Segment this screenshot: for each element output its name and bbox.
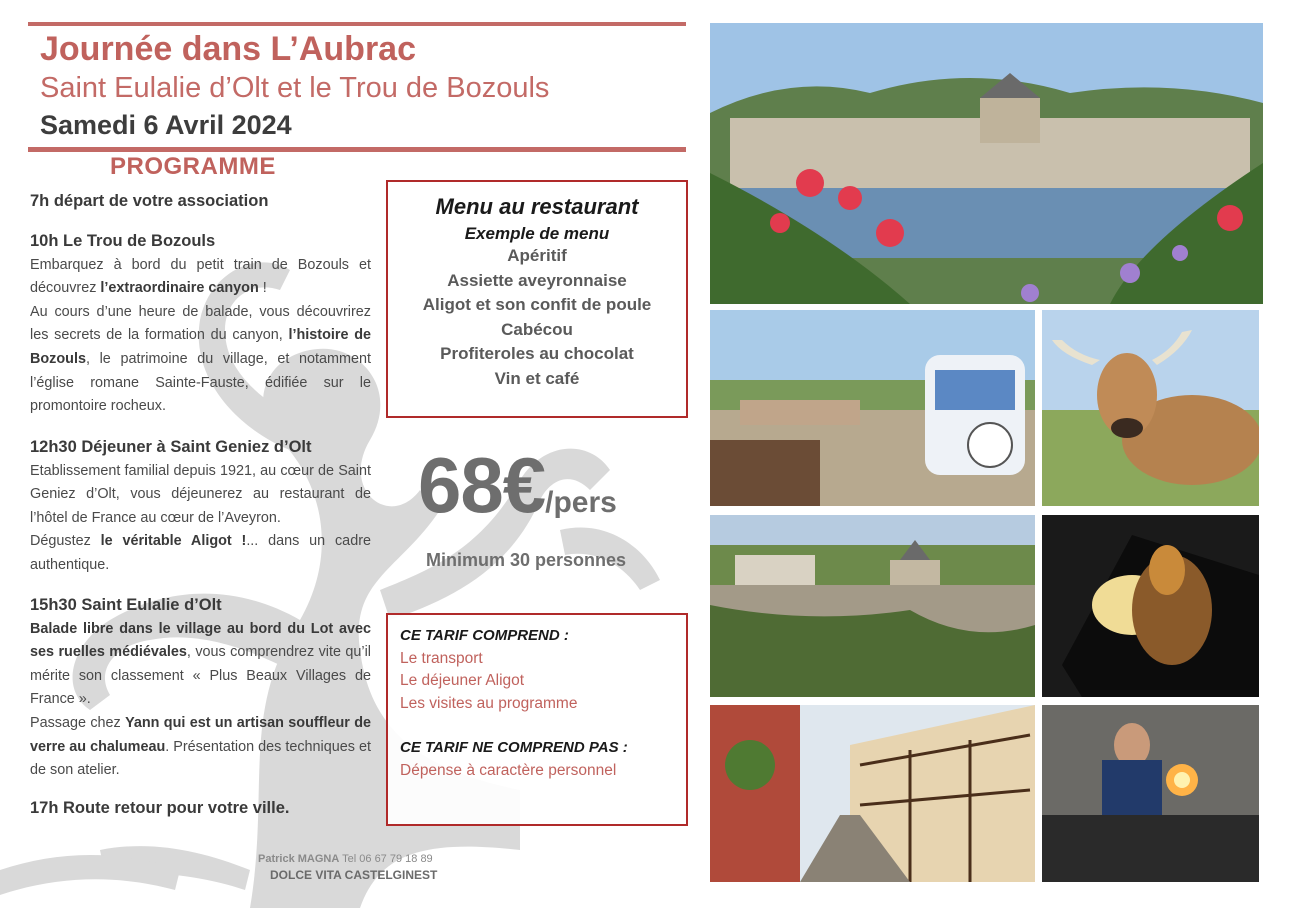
menu-subtitle: Exemple de menu (464, 224, 610, 243)
eulalie-paragraph-2: Passage chez Yann qui est un artisan souffleur de verre au chalumeau. Présentation des techniques et de son atelier. (30, 714, 371, 779)
menu-item: Profiteroles au chocolat (440, 344, 634, 363)
programme-section-eulalie (30, 594, 371, 783)
tarif-include-item: Les visites au programme (400, 694, 578, 712)
bozouls-paragraph-1: Embarquez à bord du petit train de Bozouls et découvrez l’extraordinaire canyon ! (30, 256, 371, 297)
tarif-include-item: Le transport (400, 649, 483, 667)
programme-retour-block (30, 797, 371, 821)
photo-bozouls-canyon (710, 515, 1035, 697)
tarif-includes-title: CE TARIF COMPREND : (400, 627, 569, 644)
header-top-rule (28, 22, 686, 26)
menu-item: Apéritif (507, 246, 567, 265)
tarif-include-item: Le déjeuner Aligot (400, 672, 525, 689)
section-heading-bozouls: 10h Le Trou de Bozouls (30, 232, 216, 250)
programme-depart-block (30, 190, 371, 214)
price (418, 440, 617, 531)
footer-name: Patrick MAGNA (258, 853, 340, 865)
menu-box (386, 180, 688, 418)
eulalie-paragraph-1: Balade libre dans le village au bord du Lot avec ses ruelles médiévales, vous comprendrez vite qu’il mérite son classement « Plus Beaux Villages de France ». (30, 620, 371, 708)
event-date: Samedi 6 Avril 2024 (40, 110, 292, 140)
footer-contact (258, 853, 433, 865)
photo-aubrac-cow (1042, 310, 1259, 506)
menu-title: Menu au restaurant (435, 194, 639, 219)
programme-section-bozouls (30, 230, 371, 419)
programme-section-dejeuner (30, 436, 371, 578)
section-heading-dejeuner: 12h30 Déjeuner à Saint Geniez d’Olt (30, 438, 312, 456)
footer-organization: DOLCE VITA CASTELGINEST (270, 868, 438, 882)
footer-phone: Tel 06 67 79 18 89 (339, 853, 433, 865)
page-title: Journée dans L’Aubrac (40, 30, 416, 68)
programme-title: PROGRAMME (110, 153, 276, 180)
photo-glassblower (1042, 705, 1259, 882)
dejeuner-paragraph-2: Dégustez le véritable Aligot !... dans un cadre authentique. (30, 533, 371, 573)
tarif-box (386, 613, 688, 826)
bozouls-paragraph-2: Au cours d’une heure de balade, vous découvrirez les secrets de la formation du canyon, l’histoire de Bozouls, le patrimoine du village, et notamment l’église romane Sainte-Fauste, édifiée sur le promontoire rocheux. (30, 303, 371, 415)
dejeuner-paragraph-1: Etablissement familial depuis 1921, au cœur de Saint Geniez d’Olt, vous déjeunerez au restaurant de l’hôtel de France au cœur de l’Aveyron. (30, 462, 371, 526)
minimum-participants: Minimum 30 personnes (426, 550, 627, 570)
header-bottom-rule (28, 147, 686, 152)
photo-village-river (710, 23, 1263, 304)
page-subtitle: Saint Eulalie d’Olt et le Trou de Bozouls (40, 72, 550, 104)
menu-item: Aligot et son confit de poule (422, 295, 652, 314)
menu-item: Vin et café (494, 368, 580, 388)
programme-retour: 17h Route retour pour votre ville. (30, 799, 290, 817)
photo-aligot-dish (1042, 515, 1259, 697)
photo-petit-train (710, 310, 1035, 506)
photo-medieval-street (710, 705, 1035, 882)
programme-depart: 7h départ de votre association (30, 192, 269, 210)
tarif-excludes-title: CE TARIF NE COMPREND PAS : (400, 739, 628, 756)
menu-item: Cabécou (501, 319, 573, 339)
tarif-exclude-item: Dépense à caractère personnel (400, 761, 617, 779)
price-unit: /pers (545, 486, 617, 519)
price-amount: 68€ (418, 441, 546, 529)
section-heading-eulalie: 15h30 Saint Eulalie d’Olt (30, 596, 222, 614)
menu-item: Assiette aveyronnaise (447, 270, 627, 290)
